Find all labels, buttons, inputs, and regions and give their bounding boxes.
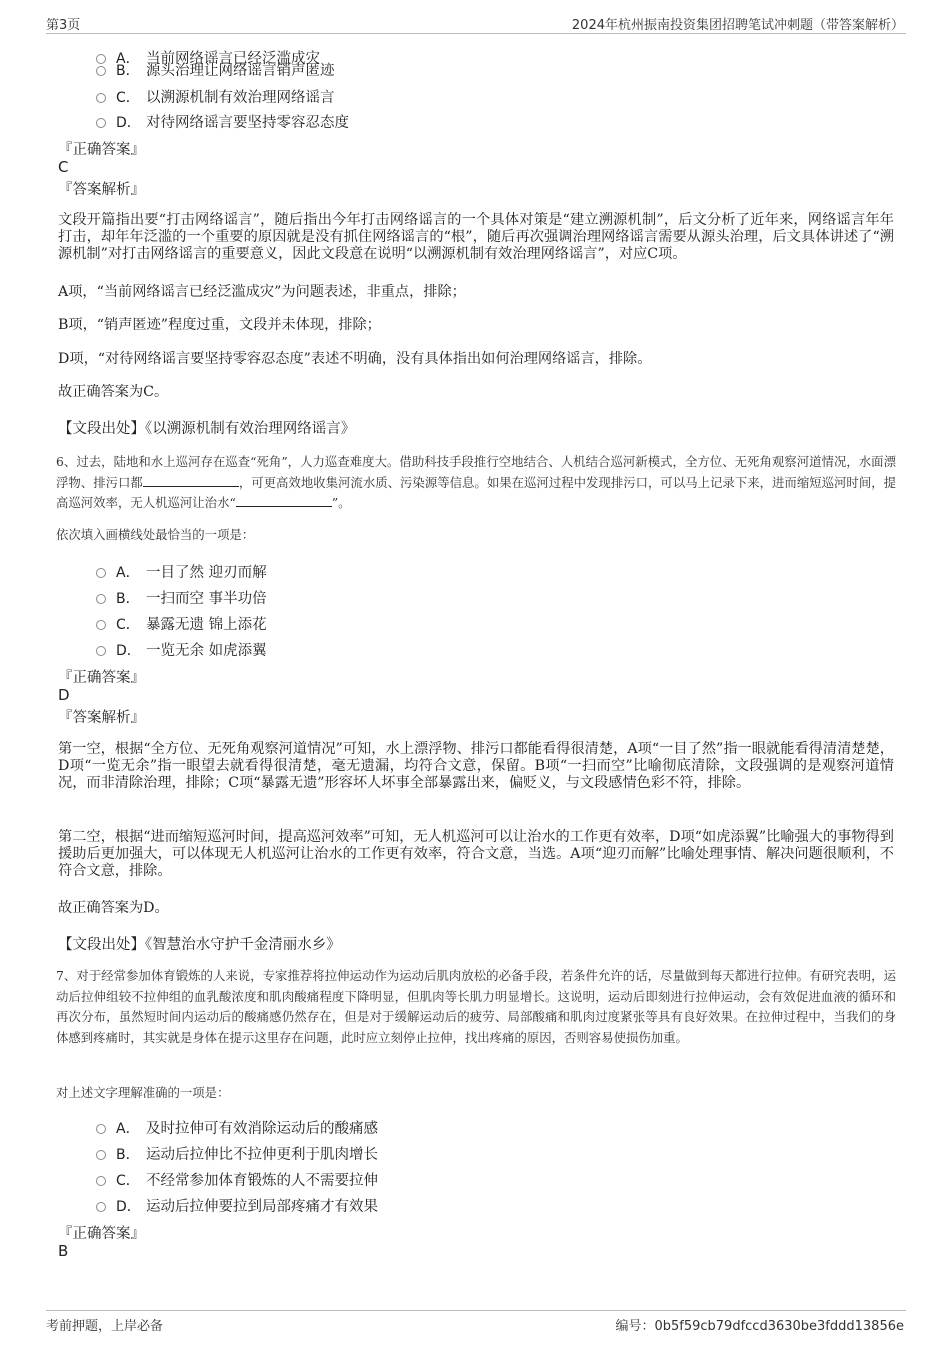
q6-stem: 6、过去，陆地和水上巡河存在巡查“死角”，人力巡查难度大。借助科技手段推行空地结合、人机结合巡河新模式，全方位、无死角观察河道情况，水面漂浮物、排污口都 ，可更高效地收集河流水质、污染源等信息。如果在巡河过程中发现排污口，可以马上记录下来，进而缩短巡河时间，提高巡河效率，无人机巡河让治水“ ”。: [56, 454, 897, 510]
footer-slogan: 考前押题，上岸必备: [46, 1319, 164, 1334]
q6-analysis-p1: 第一空，根据“全方位、无死角观察河道情况”可知，水上漂浮物、排污口都能看得很清楚，A项“一目了然”指一眼就能看得清清楚楚，D项“一览无余”指一眼望去就看得很清楚，毫无遗漏，均符合文意，保留。B项“一扫而空”比喻彻底清除，文段强调的是观察河道情况，而非清除治理，排除；C项“暴露无遗”形容坏人坏事全部暴露出来，偏贬义，与文段感情色彩不符，排除。: [58, 741, 894, 791]
footer-code: 编号：0b5f59cb79dfccd3630be3fddd13856e: [615, 1319, 904, 1334]
radio-icon[interactable]: [96, 1124, 106, 1134]
radio-icon[interactable]: [96, 646, 106, 656]
q5-analysis-p3: B项，“销声匿迹”程度过重，文段并未体现，排除；: [58, 317, 381, 333]
q5-conclusion: 故正确答案为C。: [58, 384, 169, 400]
radio-icon[interactable]: [96, 568, 106, 578]
q5-option-b[interactable]: B． 源头治理让网络谣言销声匿迹: [96, 59, 335, 80]
q7-option-c[interactable]: C． 不经常参加体育锻炼的人不需要拉伸: [96, 1169, 378, 1190]
q6-option-b[interactable]: B． 一扫而空 事半功倍: [96, 587, 267, 608]
q5-answer: C: [58, 158, 69, 176]
q6-answer-label: 『正确答案』: [58, 670, 145, 686]
q5-source: 【文段出处】《以溯源机制有效治理网络谣言》: [58, 421, 356, 437]
q5-analysis-p2: A项，“当前网络谣言已经泛滥成灾”为问题表述，非重点，排除；: [58, 284, 466, 300]
header-divider: [46, 33, 906, 34]
q6-option-d[interactable]: D． 一览无余 如虎添翼: [96, 639, 267, 660]
radio-icon[interactable]: [96, 620, 106, 630]
radio-icon[interactable]: [96, 118, 106, 128]
q5-analysis-p1: 文段开篇指出要“打击网络谣言”，随后指出今年打击网络谣言的一个具体对策是“建立溯源机制”，后文分析了近年来，网络谣言年年打击，却年年泛滥的一个重要的原因就是没有抓住网络谣言的“根”，随后再次强调治理网络谣言需要从源头治理，后文具体讲述了“溯源机制”对打击网络谣言的重要意义，因此文段意在说明“以溯源机制有效治理网络谣言”，对应C项。: [58, 212, 894, 262]
blank-2: [236, 494, 332, 507]
blank-1: [143, 474, 239, 487]
q6-analysis-label: 『答案解析』: [58, 710, 145, 726]
q7-option-d[interactable]: D． 运动后拉伸要拉到局部疼痛才有效果: [96, 1195, 378, 1216]
q5-analysis-label: 『答案解析』: [58, 182, 145, 198]
footer-divider: [46, 1310, 906, 1311]
q7-stem: 7、对于经常参加体育锻炼的人来说，专家推荐将拉伸运动作为运动后肌肉放松的必备手段，若条件允许的话，尽量做到每天都进行拉伸。有研究表明，运动后拉伸组较不拉伸组的血乳酸浓度和肌肉酸痛程度下降明显，但肌肉等长肌力明显增长。这说明，运动后即刻进行拉伸运动，会有效促进血液的循环和再次分布，虽然短时间内运动后的酸痛感仍然存在，但是对于缓解运动后的疲劳、局部酸痛和肌肉过度紧张等具有良好效果。在拉伸过程中，当我们的身体感到疼痛时，其实就是身体在提示这里存在问题，此时应立刻停止拉伸，找出疼痛的原因，否则容易使损伤加重。: [56, 968, 896, 1045]
q7-answer-label: 『正确答案』: [58, 1226, 145, 1242]
radio-icon[interactable]: [96, 66, 106, 76]
q7-answer: B: [58, 1242, 69, 1260]
radio-icon[interactable]: [96, 594, 106, 604]
radio-icon[interactable]: [96, 1202, 106, 1212]
q6-option-c[interactable]: C． 暴露无遗 锦上添花: [96, 613, 267, 634]
document-title: 2024年杭州振南投资集团招聘笔试冲刺题（带答案解析）: [571, 18, 904, 33]
radio-icon[interactable]: [96, 93, 106, 103]
page-number: 第3页: [46, 18, 81, 33]
q6-analysis-p2: 第二空，根据“进而缩短巡河时间，提高巡河效率”可知，无人机巡河可以让治水的工作更有效率，D项“如虎添翼”比喻强大的事物得到援助后更加强大，可以体现无人机巡河让治水的工作更有效率，符合文意，当选。A项“迎刃而解”比喻处理事情、解决问题很顺利，不符合文意，排除。: [58, 829, 894, 879]
q7-option-a[interactable]: A． 及时拉伸可有效消除运动后的酸痛感: [96, 1117, 378, 1138]
q5-option-c[interactable]: C． 以溯源机制有效治理网络谣言: [96, 86, 335, 107]
radio-icon[interactable]: [96, 1176, 106, 1186]
radio-icon[interactable]: [96, 1150, 106, 1160]
q6-option-a[interactable]: A． 一目了然 迎刃而解: [96, 561, 267, 582]
q5-analysis-p4: D项，“对待网络谣言要坚持零容忍态度”表述不明确，没有具体指出如何治理网络谣言，排除。: [58, 351, 652, 367]
q7-prompt: 对上述文字理解准确的一项是：: [56, 1085, 230, 1100]
q7-option-b[interactable]: B． 运动后拉伸比不拉伸更利于肌肉增长: [96, 1143, 378, 1164]
q5-option-a[interactable]: A． 当前网络谣言已经泛滥成灾: [96, 47, 320, 68]
q6-answer: D: [58, 686, 70, 704]
q6-conclusion: 故正确答案为D。: [58, 900, 169, 916]
q6-prompt: 依次填入画横线处最恰当的一项是：: [56, 527, 255, 542]
q5-answer-label: 『正确答案』: [58, 142, 145, 158]
q5-option-d[interactable]: D． 对待网络谣言要坚持零容忍态度: [96, 111, 349, 132]
q6-source: 【文段出处】《智慧治水守护千金清丽水乡》: [58, 937, 341, 953]
